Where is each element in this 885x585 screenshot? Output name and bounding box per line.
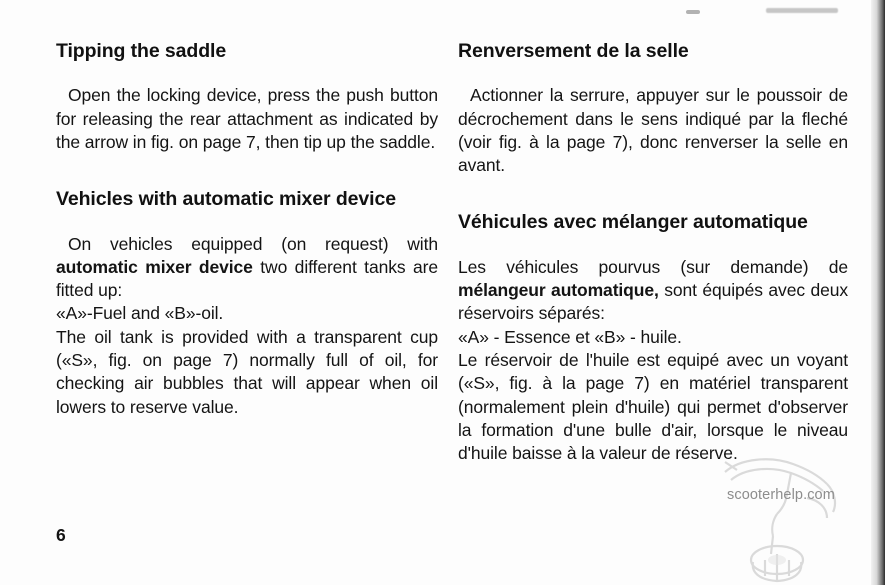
right-column-french: [458, 40, 848, 465]
page-binding-edge: [871, 0, 885, 585]
heading-vehicules-melangeur: Véhicules avec mélanger automatique: [458, 211, 808, 234]
page-number: 6: [56, 525, 66, 545]
heading-tipping-the-saddle: Tipping the saddle: [56, 40, 227, 62]
melangeur-intro-part2: sont équipés avec deux réservoirs séparés:: [458, 280, 848, 324]
melangeur-intro-part1: Les véhicules pourvus (sur demande) de: [458, 256, 848, 277]
paragraph-renversement: Actionner la serrure, appuyer sur le poussoir de décrochement dans le sens indiqué par la fleché (voir fig. à la page 7), donc renverser la selle en avant.: [458, 85, 848, 176]
mixer-intro-part2: two different tanks are fitted up:: [56, 256, 438, 301]
mixer-intro-part1: On vehicles equipped (on request) with: [68, 233, 438, 254]
melangeur-intro-bold: mélangeur automatique,: [458, 280, 659, 301]
paragraph-reservoir-huile: Le réservoir de l'huile est equipé avec un voyant («S», fig. à la page 7) en matériel transparent (normalement plein d'huile) qui permet d'observer la formation d'une bulle d'air, lorsque le niveau d'huile baisse à la valeur de réserve.: [458, 349, 848, 464]
scan-artifact-top-right: [766, 8, 838, 13]
paragraph-reservoirs-labels: «A» - Essence et «B» - huile.: [458, 326, 682, 347]
mixer-intro-bold: automatic mixer device: [56, 256, 253, 277]
paragraph-mixer-intro: [56, 233, 438, 303]
paragraph-tipping-the-saddle: Open the locking device, press the push button for releasing the rear attachment as indicated by the arrow in fig. on page 7, then tip up the saddle.: [56, 85, 438, 152]
heading-renversement-de-la-selle: Renversement de la selle: [458, 40, 689, 62]
paragraph-melangeur-intro: [458, 256, 848, 326]
scooter-part-watermark-illustration: [707, 450, 857, 585]
paragraph-oil-tank: The oil tank is provided with a transparent cup («S», fig. on page 7) normally full of oil, for checking air bubbles that will appear when oil lowers to reserve value.: [56, 326, 438, 417]
heading-vehicles-automatic-mixer: Vehicles with automatic mixer device: [56, 188, 396, 211]
left-column-english: [56, 40, 438, 419]
watermark-text: scooterhelp.com: [727, 487, 835, 503]
scan-artifact-top-left: [686, 10, 700, 14]
paragraph-tank-labels: «A»-Fuel and «B»-oil.: [56, 303, 224, 324]
